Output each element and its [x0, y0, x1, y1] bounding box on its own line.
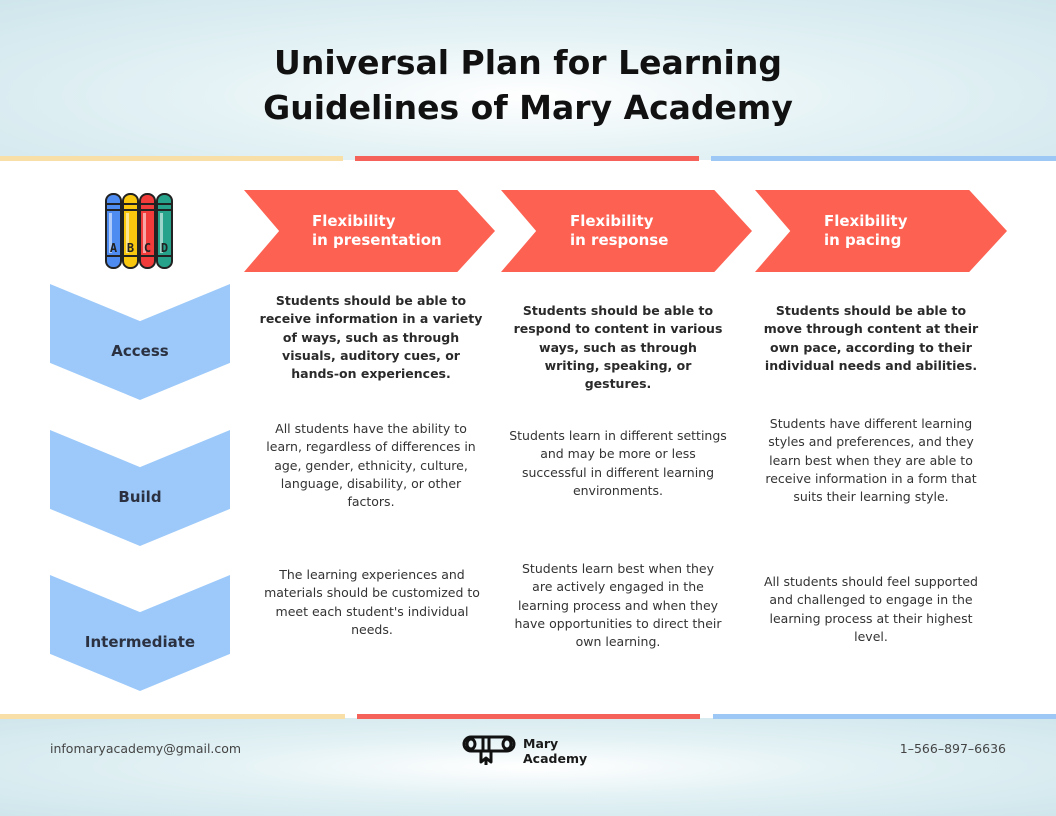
book-letter-d: D [160, 241, 169, 255]
diploma-scroll-icon [461, 732, 517, 768]
page-title [0, 40, 1056, 130]
footer-email: infomaryacademy@gmail.com [50, 741, 242, 756]
bottom-stripe-yellow [0, 714, 345, 719]
footer-phone: 1–566–897–6636 [899, 741, 1006, 756]
brand-name: Mary Academy [523, 736, 588, 766]
top-stripe-blue [711, 156, 1056, 161]
cell-intermediate-response: Students learn best when they are actively engaged in the learning process and when they have opportunities to direct their own learning. [514, 561, 722, 650]
title-line-1: Universal Plan for Learning [274, 43, 782, 82]
cell-access-pacing: Students should be able to move through content at their own pace, according to their individual needs and abilities. [763, 303, 979, 373]
row-label-access: Access [111, 342, 169, 360]
cell-access-presentation: Students should be able to receive information in a variety of ways, such as through visuals, auditory cues, or hands-on experiences. [259, 293, 483, 382]
cell-build-response: Students learn in different settings and may be more or less successful in different learning environments. [509, 428, 727, 498]
books-abcd-icon [104, 190, 176, 272]
top-stripe-yellow [0, 156, 343, 161]
bottom-stripe-blue [713, 714, 1056, 719]
cell-access-response: Students should be able to respond to content in various ways, such as through writing, speaking, or gestures. [513, 303, 723, 392]
cell-build-presentation: All students have the ability to learn, regardless of differences in age, gender, ethnicity, culture, language, disability, or other factors. [266, 421, 476, 510]
title-line-2: Guidelines of Mary Academy [263, 88, 793, 127]
book-letter-c: C [143, 241, 152, 255]
bottom-stripe-red [357, 714, 700, 719]
cell-intermediate-pacing: All students should feel supported and challenged to engage in the learning process at their highest level. [764, 574, 978, 644]
cell-intermediate-presentation: The learning experiences and materials should be customized to meet each student's individual needs. [264, 567, 480, 637]
top-stripe-red [355, 156, 699, 161]
row-label-build: Build [118, 488, 162, 506]
footer-background [0, 718, 1056, 816]
column-label-pacing: Flexibility in pacing [824, 212, 908, 249]
book-letter-b: B [126, 241, 135, 255]
column-label-response: Flexibility in response [570, 212, 669, 249]
row-label-intermediate: Intermediate [84, 633, 196, 651]
cell-build-pacing: Students have different learning styles and preferences, and they learn best when they are able to receive information in a form that suits their learning style. [765, 416, 977, 505]
book-letter-a: A [109, 241, 118, 255]
column-label-presentation: Flexibility in presentation [312, 212, 442, 249]
